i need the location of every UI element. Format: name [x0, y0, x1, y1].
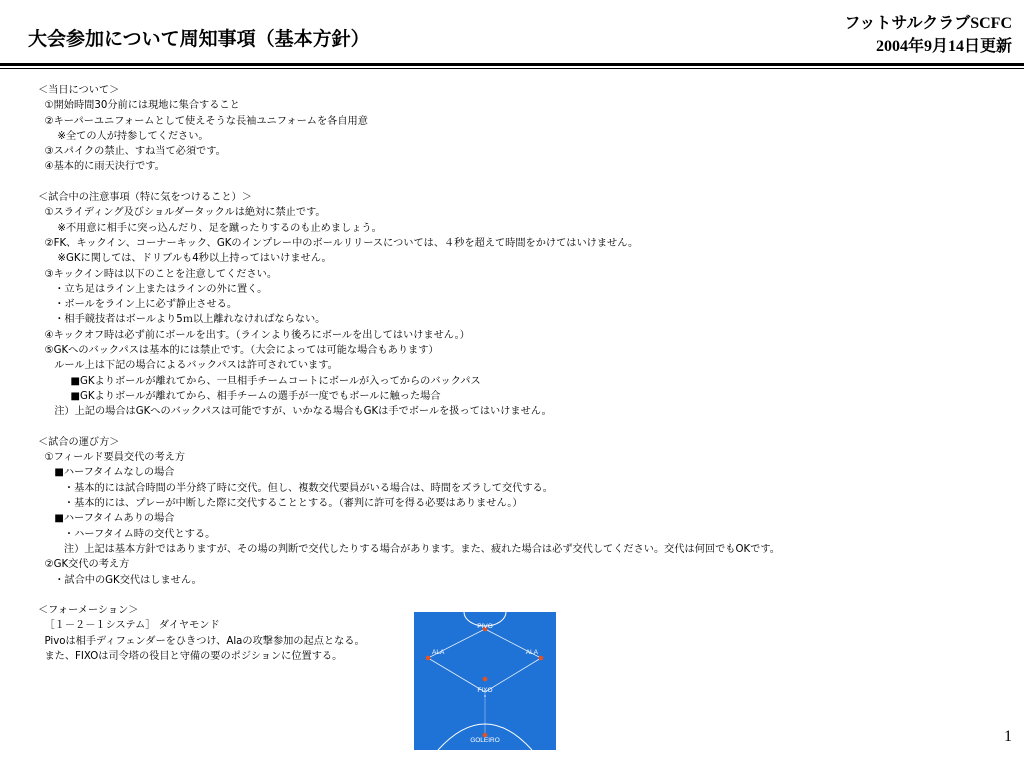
text-line: Pivoは相手ディフェンダーをひきつけ、Alaの攻撃参加の起点となる。 [38, 635, 365, 647]
penalty-spot [484, 695, 486, 697]
header-rule-thin [0, 68, 1024, 69]
text-line: ・試合中のGK交代はしません。 [38, 574, 202, 586]
text-line: ［１－２－１システム］ ダイヤモンド [38, 620, 220, 632]
text-line: ■ハーフタイムなしの場合 [38, 467, 175, 479]
blank-line [38, 420, 998, 435]
text-line: ・立ち足はライン上またはラインの外に置く。 [38, 283, 268, 295]
document-body [38, 83, 998, 664]
text-line: ③スパイクの禁止、すね当て必須です。 [38, 146, 226, 158]
player-fixo-dot [483, 677, 488, 682]
text-line: ・基本的には、プレーが中断した際に交代することとする。（審判に許可を得る必要はありません。） [38, 498, 523, 510]
text-line: ※不用意に相手に突っ込んだり、足を蹴ったりするのも止めましょう。 [38, 222, 382, 234]
text-line: ①フィールド要員交代の考え方 [38, 452, 186, 464]
text-line: ②FK、キックイン、コーナーキック、GKのインプレー中のボールリリースについては、４秒を超えて時間をかけてはいけません。 [38, 237, 639, 249]
text-line: ■GKよりボールが離れてから、相手チームの選手が一度でもボールに触った場合 [38, 390, 441, 402]
page-number: 1 [1004, 728, 1012, 745]
text-line: ■GKよりボールが離れてから、一旦相手チームコートにボールが入ってからのバックパス [38, 375, 481, 387]
text-line: また、FIXOは司令塔の役目と守備の要のポジションに位置する。 [38, 650, 343, 662]
text-line: 注）上記は基本方針ではありますが、その場の判断で交代したりする場合があります。また、疲れた場合は必ず交代してください。交代は何回でもOKです。 [38, 543, 780, 555]
label-goleiro: GOLEIRO [470, 737, 500, 744]
text-line: ※全ての人が持参してください。 [38, 130, 209, 142]
futsal-field-svg [414, 612, 556, 750]
text-line: ④キックオフ時は必ず前にボールを出す。（ラインより後ろにボールを出してはいけません。） [38, 329, 470, 341]
player-ala-left-dot [426, 656, 431, 661]
text-line: ルール上は下記の場合によるバックパスは許可されています。 [38, 360, 338, 372]
text-line: ②キーパーユニフォームとして使えそうな長袖ユニフォームを各自用意 [38, 115, 368, 127]
section-heading: ＜試合の運び方＞ [38, 436, 120, 448]
text-line: ・相手競技者はボールより5ｍ以上離れなければならない。 [38, 314, 326, 326]
text-line: ①開始時間30分前には現地に集合すること [38, 100, 240, 112]
text-line: ・ボールをライン上に必ず静止させる。 [38, 299, 238, 311]
label-fixo: FIXO [477, 687, 493, 694]
text-line: ③キックイン時は以下のことを注意してください。 [38, 268, 278, 280]
page-title: 大会参加について周知事項（基本方針） [28, 28, 370, 50]
blank-line [38, 588, 998, 603]
player-ala-right-dot [539, 656, 544, 661]
header-rule-thick [0, 63, 1024, 66]
text-line: ④基本的に雨天決行です。 [38, 161, 165, 173]
section-heading: ＜フォーメーション＞ [38, 605, 139, 617]
label-ala-left: ALA [432, 649, 445, 656]
text-line: ⑤GKへのバックパスは基本的には禁止です。（大会によっては可能な場合もあります） [38, 345, 439, 357]
text-line: ①スライディング及びショルダータックルは絶対に禁止です。 [38, 207, 326, 219]
text-line: ■ハーフタイムありの場合 [38, 513, 175, 525]
text-line: ※GKに関しては、ドリブルも4秒以上持ってはいけません。 [38, 253, 332, 265]
section-heading: ＜当日について＞ [38, 85, 120, 96]
header-org-block [844, 12, 1012, 58]
label-ala-right: ALA [525, 649, 538, 656]
text-line: ・ハーフタイム時の交代とする。 [38, 528, 216, 540]
text-line: 注）上記の場合はGKへのバックパスは可能ですが、いかなる場合もGKは手でボールを扱ってはいけません。 [38, 406, 552, 418]
org-name: フットサルクラブSCFC [844, 15, 1012, 32]
update-date: 2004年9月14日更新 [875, 38, 1012, 55]
text-line: ②GK交代の考え方 [38, 559, 130, 571]
section-heading: ＜試合中の注意事項（特に気をつけること）＞ [38, 192, 252, 204]
label-pivo: PIVO [477, 623, 493, 630]
text-line: ・基本的には試合時間の半分終了時に交代。但し、複数交代要員がいる場合は、時間をズラして交代する。 [38, 482, 553, 494]
blank-line [38, 175, 998, 190]
formation-diagram [414, 612, 556, 750]
